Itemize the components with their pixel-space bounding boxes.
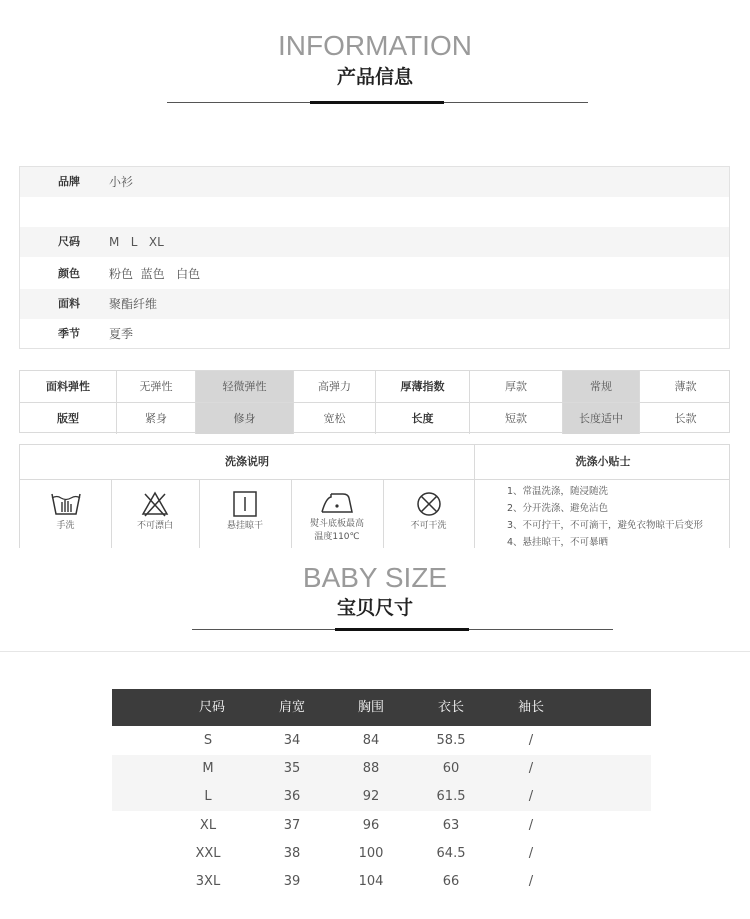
- wash-section: [19, 444, 730, 548]
- product-info-table: [19, 166, 730, 349]
- wash-care-label: 悬挂晾干: [226, 521, 263, 531]
- size-table-row: [112, 812, 651, 840]
- size-cell: 38: [283, 846, 301, 861]
- size-title-zh: 宝贝尺寸: [336, 597, 413, 619]
- section-separator: [0, 651, 750, 652]
- size-table-row: [112, 755, 651, 783]
- attr-option: 长款: [674, 412, 697, 425]
- size-cell: XL: [199, 818, 217, 833]
- size-cell: S: [203, 733, 213, 748]
- section-title-en: INFORMATION: [278, 30, 472, 61]
- size-cell: /: [528, 761, 534, 776]
- info-label: 尺码: [58, 235, 80, 248]
- size-cell: XXL: [195, 846, 221, 861]
- size-cell: 84: [362, 733, 380, 748]
- wash-care-item: [111, 480, 199, 548]
- attr-option: 薄款: [674, 380, 697, 393]
- attr-option-selected: 长度适中: [563, 403, 640, 434]
- size-cell: L: [204, 789, 212, 804]
- wash-care-label: 熨斗底板最高: [309, 519, 364, 529]
- no-bleach-icon: [140, 490, 170, 518]
- info-label: 季节: [58, 327, 80, 340]
- iron-icon: [319, 490, 355, 516]
- no-dry-clean-icon: [414, 490, 444, 518]
- wash-tip: 3、不可拧干，不可滴干，避免衣物晾干后变形: [507, 520, 704, 531]
- info-row: [20, 319, 729, 349]
- info-value: 夏季: [109, 327, 134, 341]
- section-title-zh: 产品信息: [336, 66, 413, 88]
- divider-accent: [335, 628, 469, 631]
- attr-option-selected: 修身: [196, 403, 294, 434]
- size-cell: 36: [283, 789, 301, 804]
- size-cell: /: [528, 874, 534, 889]
- wash-care-label: 不可干洗: [410, 521, 447, 531]
- wash-tip: 1、常温洗涤，随浸随洗: [507, 486, 609, 497]
- size-table-row: [112, 840, 651, 868]
- attr-option-selected: 常规: [563, 371, 640, 402]
- attr-option: 紧身: [117, 403, 196, 434]
- size-col-header: 衣长: [437, 700, 465, 715]
- size-col-header: 胸围: [357, 700, 385, 715]
- wash-care-item: [291, 480, 383, 548]
- size-title-en: BABY SIZE: [302, 562, 448, 593]
- size-cell: 34: [283, 733, 301, 748]
- info-row: [20, 227, 729, 257]
- size-cell: /: [528, 789, 534, 804]
- attr-option: 宽松: [294, 403, 376, 434]
- wash-heading: 洗涤说明: [225, 455, 269, 468]
- wash-care-item: [20, 480, 111, 548]
- wash-tip: 4、悬挂晾干，不可暴晒: [507, 537, 609, 548]
- info-value: 小衫: [109, 175, 134, 189]
- size-cell: 61.5: [436, 789, 466, 804]
- size-cell: /: [528, 818, 534, 833]
- info-label: 品牌: [58, 175, 80, 188]
- info-row: [20, 259, 729, 289]
- size-table-row: [112, 727, 651, 755]
- attr-option: 高弹力: [294, 371, 376, 402]
- attr-option: 无弹性: [117, 371, 196, 402]
- wash-care-item: [383, 480, 474, 548]
- size-cell: 37: [283, 818, 301, 833]
- wash-care-label: 温度110℃: [314, 532, 360, 542]
- attr-header: 厚薄指数: [376, 371, 470, 402]
- size-cell: M: [202, 761, 214, 776]
- attr-header: 面料弹性: [20, 371, 117, 402]
- size-cell: 39: [283, 874, 301, 889]
- size-table-row: [112, 868, 651, 896]
- info-label: 面料: [58, 297, 80, 310]
- wash-care-item: [199, 480, 291, 548]
- divider-accent: [310, 101, 444, 104]
- info-value: M L XL: [109, 235, 164, 249]
- size-cell: 88: [362, 761, 380, 776]
- line-dry-icon: [230, 490, 260, 518]
- info-row: [20, 289, 729, 319]
- size-cell: 100: [358, 846, 384, 861]
- wash-tips-heading: 洗涤小贴士: [575, 455, 631, 468]
- attr-option: 厚款: [470, 371, 563, 402]
- wash-tips-list: [507, 483, 703, 548]
- size-cell: 104: [358, 874, 384, 889]
- attr-header: 长度: [376, 403, 470, 434]
- size-cell: 58.5: [436, 733, 466, 748]
- info-value: 聚酯纤维: [109, 297, 158, 311]
- size-cell: 35: [283, 761, 301, 776]
- size-cell: 3XL: [195, 874, 221, 889]
- wash-tip: 2、分开洗涤、避免沾色: [507, 503, 609, 514]
- hand-wash-icon: [49, 490, 83, 518]
- attr-option: 短款: [470, 403, 563, 434]
- attr-header: 版型: [20, 403, 117, 434]
- size-cell: 92: [362, 789, 380, 804]
- info-label: 颜色: [58, 267, 80, 280]
- info-value: 粉色 蓝色 白色: [109, 267, 201, 281]
- info-row: [20, 167, 729, 197]
- size-col-header: 袖长: [517, 700, 545, 715]
- wash-care-label: 不可漂白: [136, 521, 173, 531]
- size-cell: 64.5: [436, 846, 466, 861]
- size-table-row: [112, 783, 651, 811]
- size-cell: /: [528, 733, 534, 748]
- size-table-header: [112, 689, 651, 726]
- grid-line: [474, 445, 475, 548]
- info-row: [20, 197, 729, 227]
- attr-option-selected: 轻微弹性: [196, 371, 294, 402]
- size-cell: /: [528, 846, 534, 861]
- attributes-grid: [19, 370, 730, 433]
- size-cell: 63: [442, 818, 460, 833]
- size-col-header: 尺码: [198, 700, 226, 715]
- wash-care-label: 手洗: [56, 521, 75, 531]
- size-cell: 96: [362, 818, 380, 833]
- size-cell: 60: [442, 761, 460, 776]
- size-cell: 66: [442, 874, 460, 889]
- size-col-header: 肩宽: [278, 700, 306, 715]
